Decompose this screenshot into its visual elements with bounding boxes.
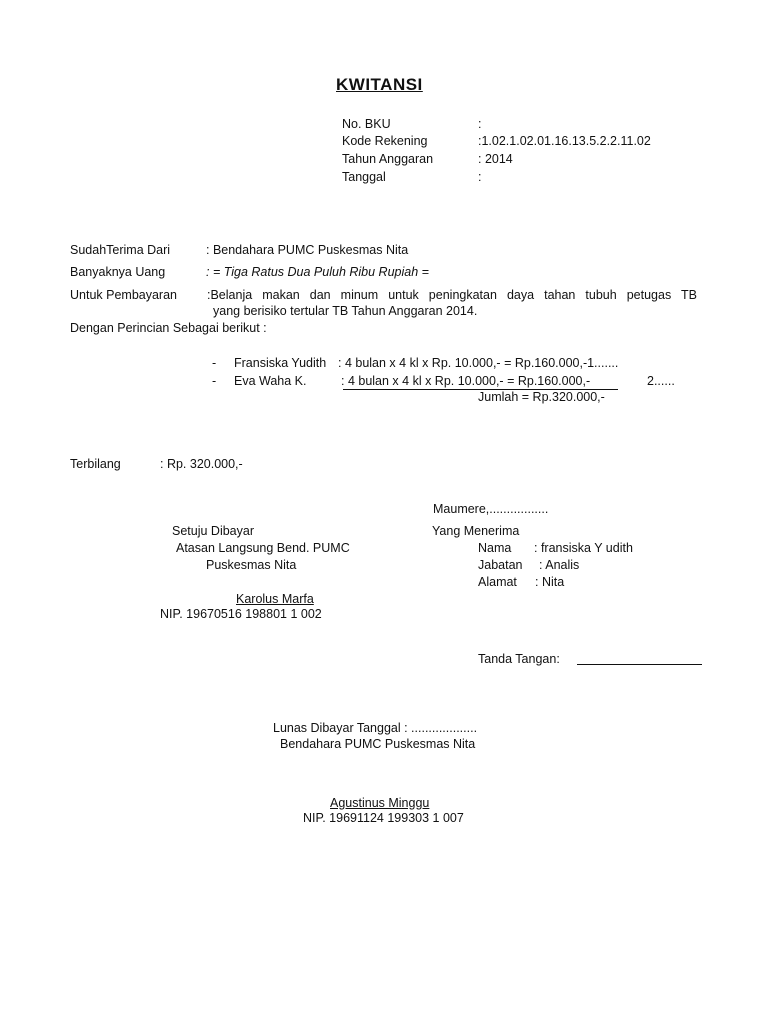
recipient-heading: Yang Menerima xyxy=(432,524,520,538)
approver-name: Karolus Marfa xyxy=(236,592,314,606)
approver-unit: Puskesmas Nita xyxy=(206,558,297,572)
terima-dari-value: : Bendahara PUMC Puskesmas Nita xyxy=(206,243,409,257)
terima-dari-label: SudahTerima Dari xyxy=(70,243,171,257)
tanda-tangan-label: Tanda Tangan: xyxy=(478,652,560,666)
alamat-label: Alamat xyxy=(478,575,517,589)
no-bku-value: : xyxy=(478,117,482,131)
item-detail: : 4 bulan x 4 kl x Rp. 10.000,- = Rp.160.000,- xyxy=(341,374,591,388)
kode-rekening-label: Kode Rekening xyxy=(342,134,428,148)
nama-label: Nama xyxy=(478,541,512,555)
jabatan-value: : Analis xyxy=(539,558,580,572)
bendahara-title: Bendahara PUMC Puskesmas Nita xyxy=(280,737,476,751)
page-title: KWITANSI xyxy=(336,75,423,94)
approval-heading: Setuju Dibayar xyxy=(172,524,254,538)
bendahara-nip: NIP. 19691124 199303 1 007 xyxy=(303,811,464,825)
tanggal-value: : xyxy=(478,170,482,184)
item-dash: - xyxy=(212,356,217,370)
banyaknya-uang-value: : = Tiga Ratus Dua Puluh Ribu Rupiah = xyxy=(206,265,429,279)
no-bku-label: No. BKU xyxy=(342,117,391,131)
terbilang-value: : Rp. 320.000,- xyxy=(160,457,243,471)
tanggal-label: Tanggal xyxy=(342,170,386,184)
untuk-pembayaran-line1: :Belanja makan dan minum untuk peningkatan daya tahan tubuh petugas TB xyxy=(207,288,697,302)
kode-rekening-value: :1.02.1.02.01.16.13.5.2.2.11.02 xyxy=(478,134,651,148)
perincian-label: Dengan Perincian Sebagai berikut : xyxy=(70,321,267,335)
item-detail: : 4 bulan x 4 kl x Rp. 10.000,- = Rp.160.000,-1....... xyxy=(338,356,619,370)
jabatan-label: Jabatan xyxy=(478,558,523,572)
nama-value: : fransiska Y udith xyxy=(534,541,633,555)
alamat-value: : Nita xyxy=(535,575,565,589)
bendahara-name: Agustinus Minggu xyxy=(330,796,430,810)
banyaknya-uang-label: Banyaknya Uang xyxy=(70,265,166,279)
untuk-pembayaran-label: Untuk Pembayaran xyxy=(70,288,178,302)
item-number: 2...... xyxy=(647,374,675,388)
item-dash: - xyxy=(212,374,217,388)
approver-title: Atasan Langsung Bend. PUMC xyxy=(176,541,350,555)
signature-line xyxy=(577,664,702,665)
item-name: Fransiska Yudith xyxy=(234,356,327,370)
item-name: Eva Waha K. xyxy=(234,374,307,388)
jumlah-total: Jumlah = Rp.320.000,- xyxy=(478,390,605,404)
untuk-pembayaran-line2: yang berisiko tertular TB Tahun Anggaran 2014. xyxy=(213,304,478,318)
tahun-anggaran-value: : 2014 xyxy=(478,152,513,166)
place-date: Maumere,................. xyxy=(433,502,549,516)
approver-nip: NIP. 19670516 198801 1 002 xyxy=(160,607,322,621)
terbilang-label: Terbilang xyxy=(70,457,121,471)
tahun-anggaran-label: Tahun Anggaran xyxy=(342,152,434,166)
lunas-dibayar: Lunas Dibayar Tanggal : ................... xyxy=(273,721,478,735)
